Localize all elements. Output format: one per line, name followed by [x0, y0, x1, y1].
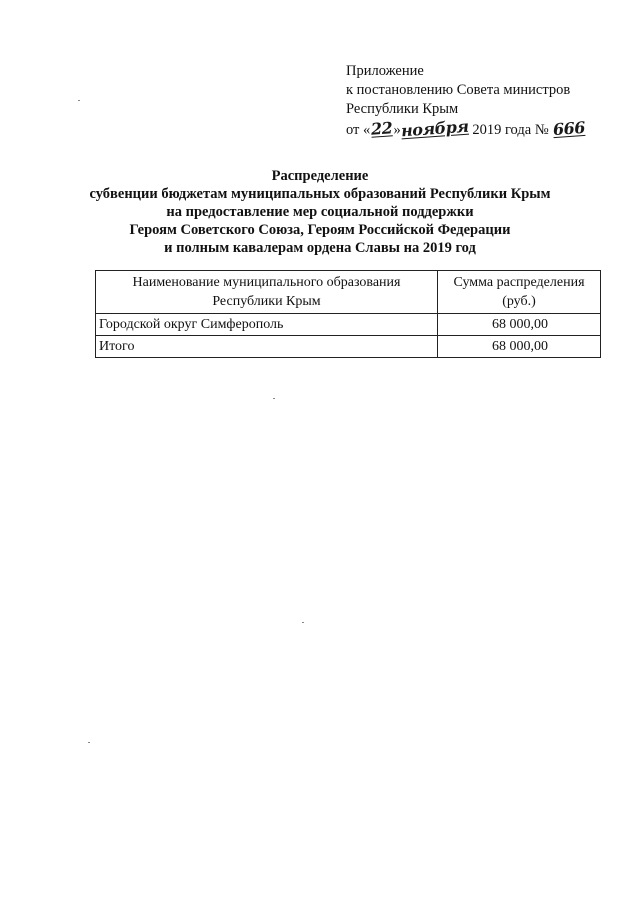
header-sum-line1: Сумма распределения [453, 275, 585, 290]
date-prefix: от « [346, 122, 371, 138]
header-sum [438, 271, 601, 314]
appendix-republic: Республики Крым [346, 101, 459, 117]
document-title [70, 167, 570, 257]
appendix-date-line [346, 116, 616, 141]
table-row [96, 314, 601, 336]
date-quote-close: » [393, 122, 401, 138]
total-label: Итого [96, 336, 438, 358]
appendix-block [346, 62, 616, 140]
year-text: 2019 года № [472, 122, 549, 138]
scan-speck [78, 100, 80, 101]
header-sum-line2: (руб.) [502, 294, 536, 309]
header-municipality-line1: Наименование муниципального образования [132, 275, 401, 290]
scan-speck [88, 742, 90, 743]
handwritten-month: ноября [400, 116, 469, 141]
table-row-total [96, 336, 601, 358]
row-municipality: Городской округ Симферополь [96, 314, 438, 336]
title-line-1: Распределение [271, 168, 369, 184]
handwritten-number: 666 [552, 117, 586, 140]
appendix-label: Приложение [346, 63, 424, 79]
title-line-5: и полным кавалерам ордена Славы на 2019 год [164, 240, 476, 256]
distribution-table [95, 270, 601, 358]
scan-speck [302, 622, 304, 623]
header-municipality [96, 271, 438, 314]
appendix-resolution-ref: к постановлению Совета министров [346, 82, 571, 98]
scan-speck [273, 398, 275, 399]
handwritten-day: 22 [370, 118, 394, 139]
title-line-3: на предоставление мер социальной поддержки [166, 204, 474, 220]
table-header-row [96, 271, 601, 314]
total-sum: 68 000,00 [438, 336, 601, 358]
title-line-4: Героям Советского Союза, Героям Российской Федерации [129, 222, 511, 238]
header-municipality-line2: Республики Крым [212, 294, 321, 309]
row-sum: 68 000,00 [438, 314, 601, 336]
title-line-2: субвенции бюджетам муниципальных образований Республики Крым [89, 186, 551, 202]
